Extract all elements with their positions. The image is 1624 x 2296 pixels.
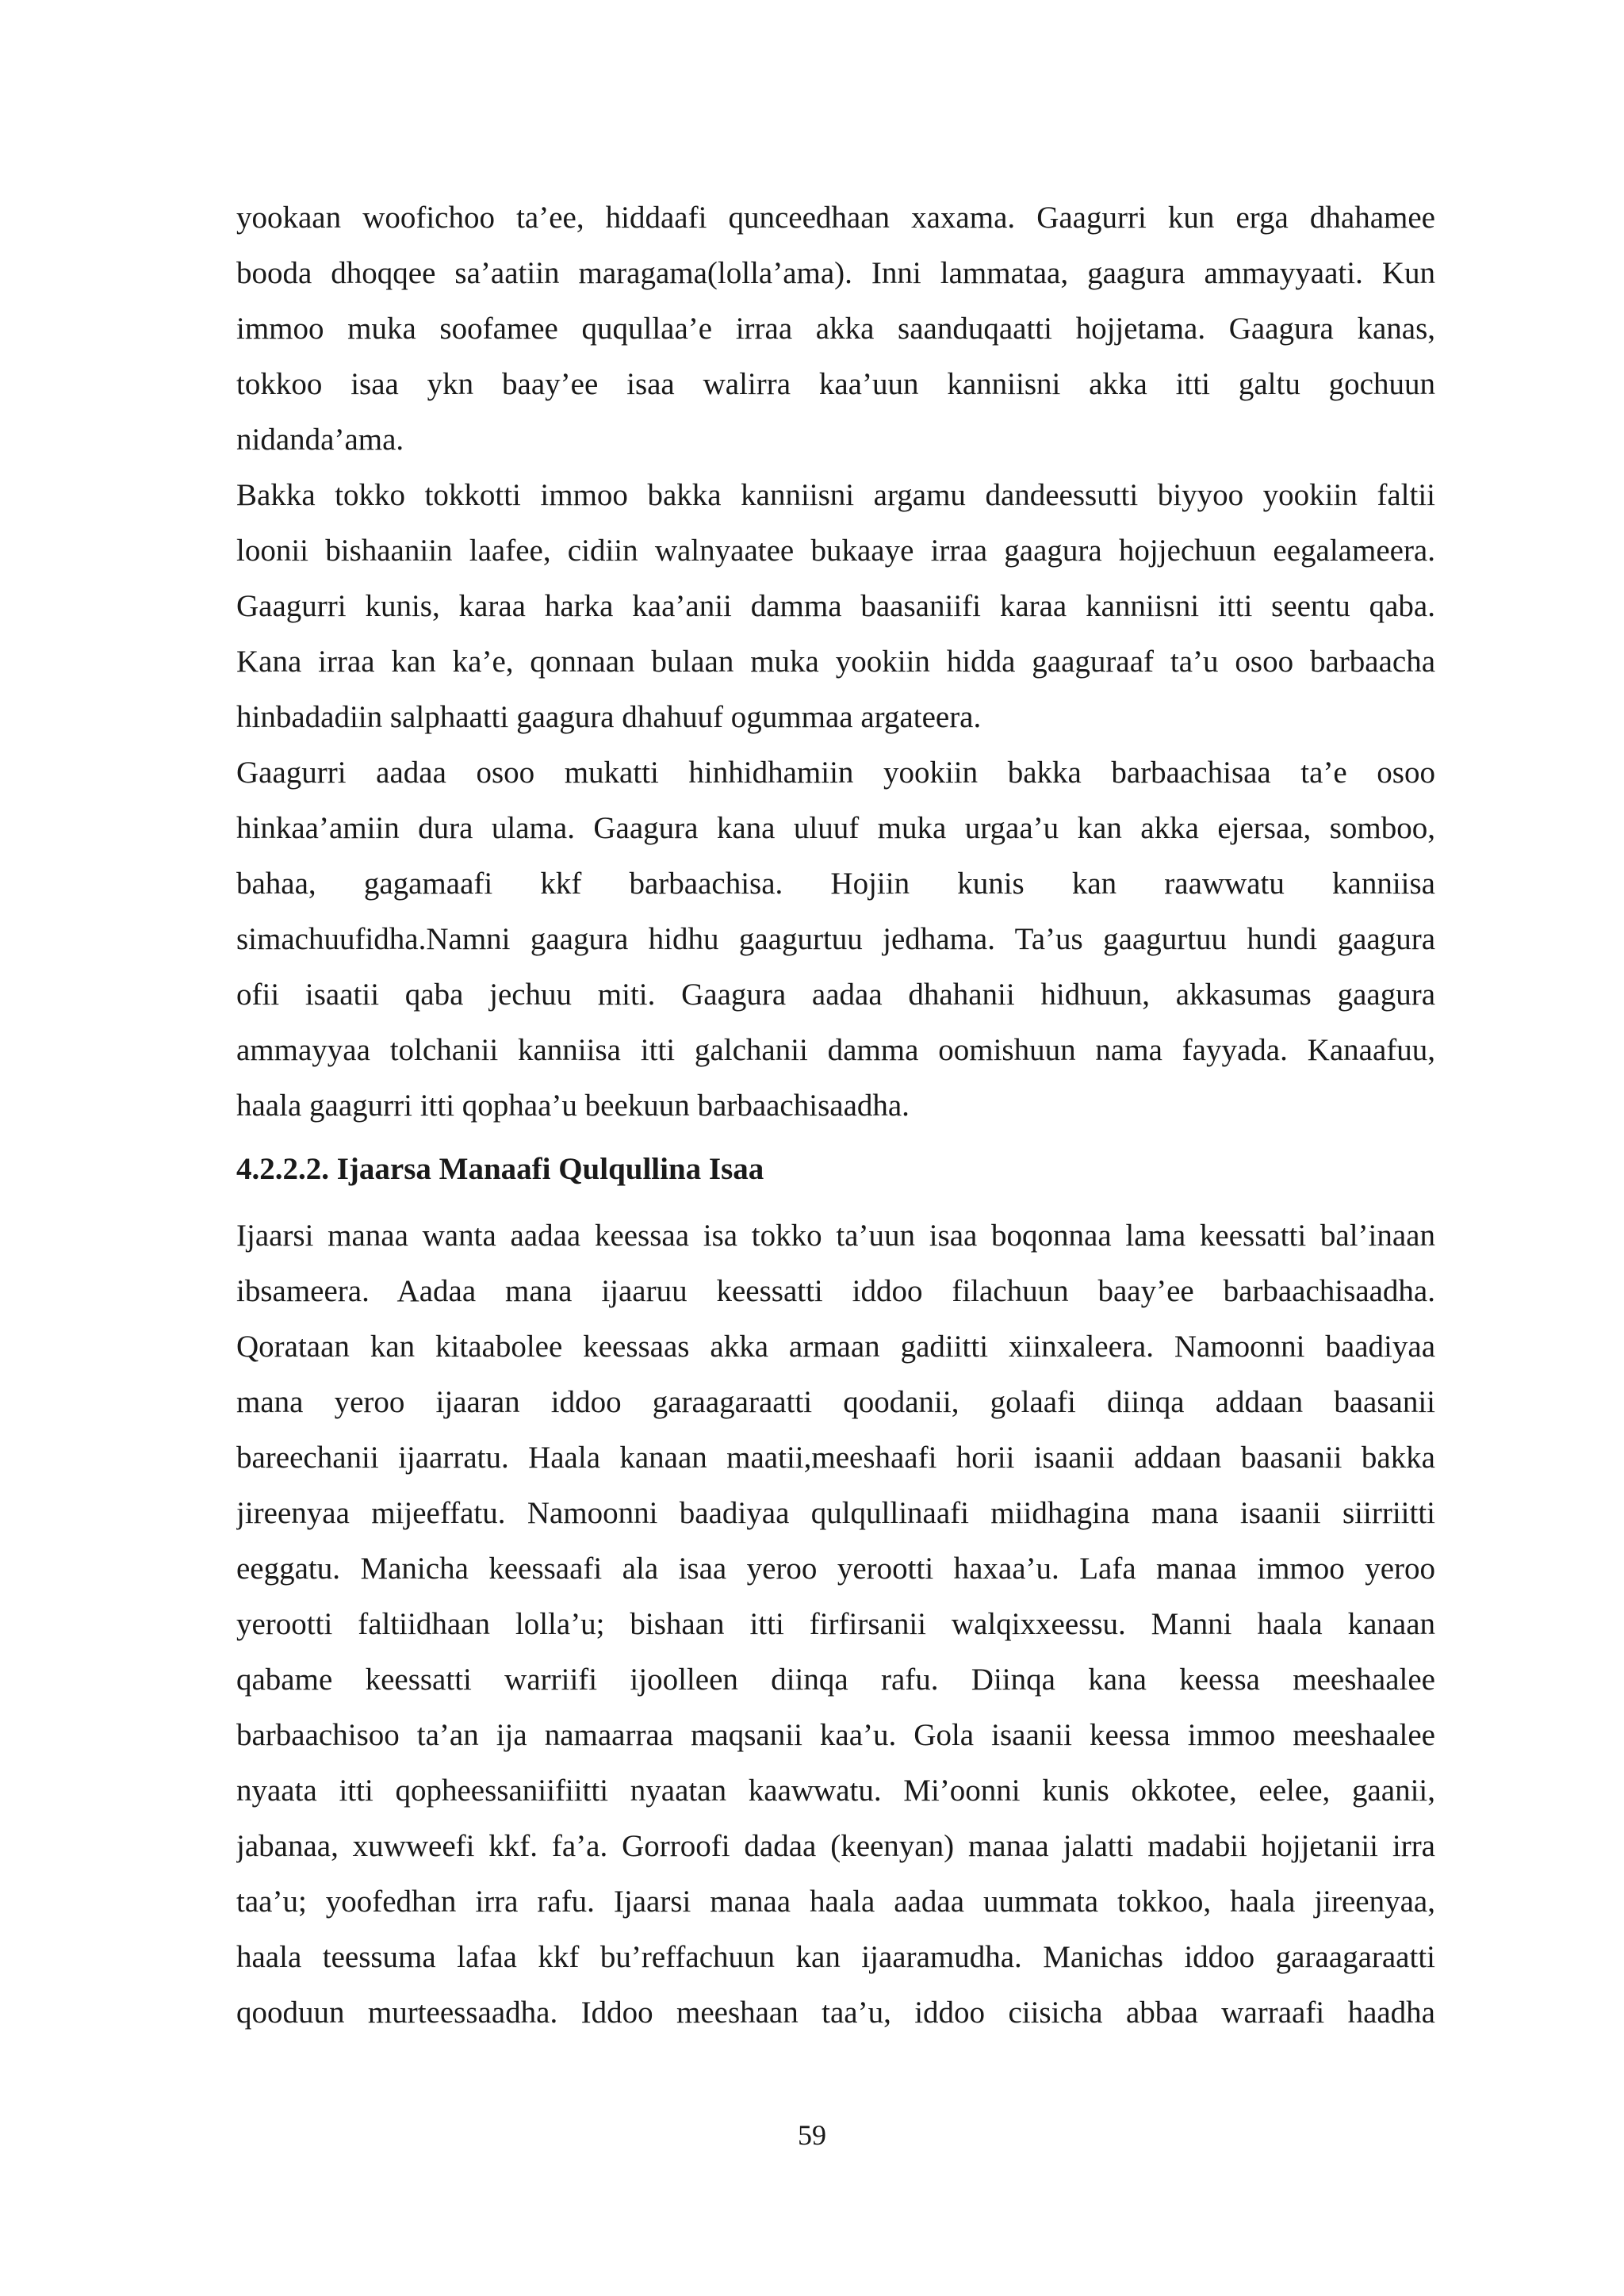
text-line: Bakka tokko tokkotti immoo bakka kanniisni argamu dandeessutti biyyoo yookiin faltii	[236, 478, 1435, 512]
text-line: jabanaa, xuwweefi kkf. fa’a. Gorroofi dadaa (keenyan) manaa jalatti madabii hojjetanii irra	[236, 1829, 1435, 1863]
text-line: mana yeroo ijaaran iddoo garaagaraatti qoodanii, golaafi diinqa addaan baasanii	[236, 1385, 1435, 1419]
text-line: qooduun murteessaadha. Iddoo meeshaan taa’u, iddoo ciisicha abbaa warraafi haadha	[236, 1996, 1435, 2030]
text-line: yerootti faltiidhaan lolla’u; bishaan itti firfirsanii walqixxeessu. Manni haala kanaan	[236, 1607, 1435, 1641]
text-line: Qorataan kan kitaabolee keessaas akka armaan gadiitti xiinxaleera. Namoonni baadiyaa	[236, 1330, 1435, 1364]
text-line: bahaa, gagamaafi kkf barbaachisa. Hojiin kunis kan raawwatu kanniisa	[236, 867, 1435, 901]
text-line: simachuufidha.Namni gaagura hidhu gaagurtuu jedhama. Ta’us gaagurtuu hundi gaagura	[236, 922, 1435, 956]
text-line: hinkaa’amiin dura ulama. Gaagura kana uluuf muka urgaa’u kan akka ejersaa, somboo,	[236, 811, 1435, 845]
text-line: taa’u; yoofedhan irra rafu. Ijaarsi manaa haala aadaa uummata tokkoo, haala jireenyaa,	[236, 1885, 1435, 1919]
text-line: qabame keessatti warriifi ijoolleen diinqa rafu. Diinqa kana keessa meeshaalee	[236, 1663, 1435, 1697]
text-line: bareechanii ijaarratu. Haala kanaan maatii,meeshaafi horii isaanii addaan baasanii bakka	[236, 1441, 1435, 1475]
text-line: eeggatu. Manicha keessaafi ala isaa yeroo yerootti haxaa’u. Lafa manaa immoo yeroo	[236, 1552, 1435, 1586]
paragraph-2	[236, 468, 1435, 745]
text-line: yookaan woofichoo ta’ee, hiddaafi qunceedhaan xaxama. Gaagurri kun erga dhahamee	[236, 201, 1435, 235]
paragraph-1	[236, 190, 1435, 468]
text-line: tokkoo isaa ykn baay’ee isaa walirra kaa’uun kanniisni akka itti galtu gochuun	[236, 367, 1435, 401]
text-line: jireenyaa mijeeffatu. Namoonni baadiyaa qulqullinaafi miidhagina mana isaanii siirriitti	[236, 1496, 1435, 1530]
page-number: 59	[798, 2119, 826, 2151]
text-line: booda dhoqqee sa’aatiin maragama(lolla’ama). Inni lammataa, gaagura ammayyaati. Kun	[236, 256, 1435, 290]
text-line: Gaagurri kunis, karaa harka kaa’anii damma baasaniifi karaa kanniisni itti seentu qaba.	[236, 589, 1435, 623]
text-line: immoo muka soofamee ququllaa’e irraa akka saanduqaatti hojjetama. Gaagura kanas,	[236, 312, 1435, 346]
text-line: hinbadadiin salphaatti gaagura dhahuuf ogummaa argateera.	[236, 700, 982, 734]
text-line: loonii bishaaniin laafee, cidiin walnyaatee bukaaye irraa gaagura hojjechuun eegalameera.	[236, 534, 1435, 568]
paragraph-4	[236, 1208, 1435, 2041]
text-line: Gaagurri aadaa osoo mukatti hinhidhamiin yookiin bakka barbaachisaa ta’e osoo	[236, 756, 1435, 790]
text-line: ofii isaatii qaba jechuu miti. Gaagura aadaa dhahanii hidhuun, akkasumas gaagura	[236, 978, 1435, 1012]
document-page	[236, 190, 1435, 2041]
text-line: haala teessuma lafaa kkf bu’reffachuun kan ijaaramudha. Manichas iddoo garaagaraatti	[236, 1940, 1435, 1974]
text-line: nyaata itti qopheessaniifiitti nyaatan kaawwatu. Mi’oonni kunis okkotee, eelee, gaanii,	[236, 1774, 1435, 1808]
text-line: ammayyaa tolchanii kanniisa itti galchanii damma oomishuun nama fayyada. Kanaafuu,	[236, 1033, 1435, 1067]
text-line: Ijaarsi manaa wanta aadaa keessaa isa tokko ta’uun isaa boqonnaa lama keessatti bal’inaan	[236, 1219, 1435, 1253]
text-line: ibsameera. Aadaa mana ijaaruu keessatti iddoo filachuun baay’ee barbaachisaadha.	[236, 1274, 1435, 1308]
section-heading: 4.2.2.2. Ijaarsa Manaafi Qulqullina Isaa	[236, 1152, 764, 1186]
text-line: haala gaagurri itti qophaa’u beekuun barbaachisaadha.	[236, 1089, 910, 1123]
text-line: nidanda’ama.	[236, 423, 404, 457]
paragraph-3	[236, 745, 1435, 1134]
text-line: Kana irraa kan ka’e, qonnaan bulaan muka yookiin hidda gaaguraaf ta’u osoo barbaacha	[236, 645, 1435, 679]
text-line: barbaachisoo ta’an ija namaarraa maqsanii kaa’u. Gola isaanii keessa immoo meeshaalee	[236, 1718, 1435, 1752]
